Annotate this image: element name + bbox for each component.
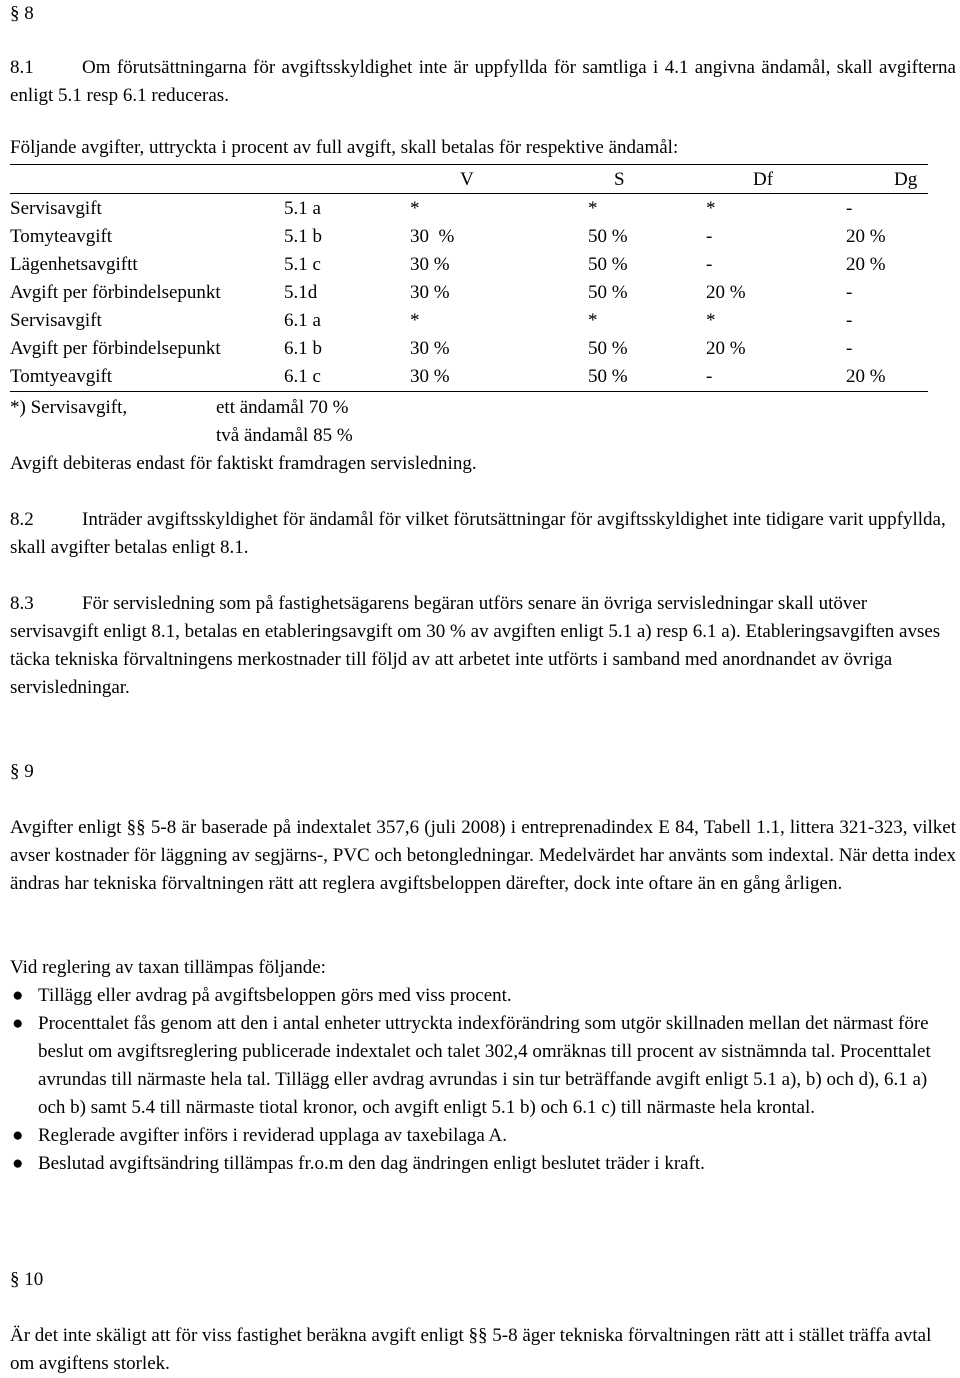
table-cell-df: - bbox=[706, 366, 713, 387]
table-cell-name: Avgift per förbindelsepunkt bbox=[10, 282, 221, 303]
section-9-paragraph-2: Vid reglering av taxan tillämpas följande: bbox=[10, 957, 326, 978]
list-item-text: Procenttalet fås genom att den i antal enheter uttryckta indexförändring som utgör skillnaden mellan det närmast före beslut om avgiftsreglering publicerade indextalet och talet 302,4 omräknas till procent av sistnämnda tal. Procenttalet avrundas till närmaste hela tal. Tillägg eller avdrag avrundas i sin tur beträffande avgift enligt 5.1 a), b) och d), 6.1 a) och b) samt 5.4 till närmaste tiotal kronor, och avgift enligt 5.1 b) och 6.1 c) till närmaste hela krontal. bbox=[38, 1013, 931, 1118]
table-header-s: S bbox=[614, 169, 625, 190]
table-cell-name: Tomtyeavgift bbox=[10, 366, 113, 387]
footnote-line-1: ett ändamål 70 % bbox=[216, 397, 349, 418]
table-cell-ref: 5.1d bbox=[284, 282, 318, 303]
list-item bbox=[10, 1010, 956, 1122]
list-item bbox=[10, 1122, 956, 1150]
list-item-text: Beslutad avgiftsändring tillämpas fr.o.m den dag ändringen enligt beslutet träder i kraft. bbox=[38, 1153, 705, 1174]
paragraph-8-3-text: För servisledning som på fastighetsägarens begäran utförs senare än övriga servisledningar skall utöver servisavgift enligt 8.1, betalas en etableringsavgift om 30 % av avgiften enligt 5.1 a) resp 6.1 a). Etableringsavgiften avses täcka tekniska förvaltningens merkostnader till följd av att arbetet inte utförts i samband med anordnandet av övriga servisledningar. bbox=[10, 593, 941, 698]
table-cell-dg: - bbox=[846, 198, 853, 219]
table-cell-df: - bbox=[706, 226, 713, 247]
table-cell-dg: - bbox=[846, 282, 853, 303]
table-cell-df: 20 % bbox=[706, 338, 746, 359]
table-cell-df: - bbox=[706, 254, 713, 275]
table-cell-v: 30 % bbox=[410, 338, 450, 359]
table-intro: Följande avgifter, uttryckta i procent av full avgift, skall betalas för respektive ändamål: bbox=[10, 137, 679, 158]
footnote-line-3: Avgift debiteras endast för faktiskt framdragen servisledning. bbox=[10, 453, 477, 474]
table-cell-name: Avgift per förbindelsepunkt bbox=[10, 338, 221, 359]
section-10-paragraph-1: Är det inte skäligt att för viss fastighet beräkna avgift enligt §§ 5-8 äger tekniska förvaltningen rätt att i stället träffa avtal om avgiftens storlek. bbox=[10, 1325, 932, 1374]
bullet-icon: ● bbox=[12, 985, 24, 1006]
table-cell-v: * bbox=[410, 198, 420, 219]
table-cell-v: 30 % bbox=[410, 254, 450, 275]
table-cell-v: 30 % bbox=[410, 226, 455, 247]
section-10-heading: § 10 bbox=[10, 1269, 44, 1290]
table-bottom-rule bbox=[10, 391, 928, 392]
table-cell-ref: 6.1 b bbox=[284, 338, 322, 359]
table-cell-ref: 6.1 c bbox=[284, 366, 321, 387]
paragraph-8-1-text: Om förutsättningarna för avgiftsskyldighet inte är uppfyllda för samtliga i 4.1 angivna ändamål, skall avgifterna enligt 5.1 resp 6.1 reduceras. bbox=[10, 57, 956, 106]
table-cell-name: Tomyteavgift bbox=[10, 226, 113, 247]
table-cell-dg: - bbox=[846, 338, 853, 359]
section-9-bullet-list bbox=[10, 982, 956, 1178]
table-cell-v: * bbox=[410, 310, 420, 331]
paragraph-8-3 bbox=[10, 590, 956, 702]
list-item bbox=[10, 982, 956, 1010]
list-item bbox=[10, 1150, 956, 1178]
paragraph-8-3-number: 8.3 bbox=[10, 593, 34, 614]
table-cell-v: 30 % bbox=[410, 366, 450, 387]
bullet-icon: ● bbox=[12, 1013, 24, 1034]
table-cell-name: Lägenhetsavgiftt bbox=[10, 254, 138, 275]
paragraph-8-1-number: 8.1 bbox=[10, 57, 34, 78]
table-cell-v: 30 % bbox=[410, 282, 450, 303]
table-cell-ref: 6.1 a bbox=[284, 310, 321, 331]
table-header-v: V bbox=[460, 169, 474, 190]
table-cell-dg: - bbox=[846, 310, 853, 331]
paragraph-8-2-text: Inträder avgiftsskyldighet för ändamål för vilket förutsättningar för avgiftsskyldighet inte tidigare varit uppfyllda, skall avgifter betalas enligt 8.1. bbox=[10, 509, 946, 558]
footnote-label: *) Servisavgift, bbox=[10, 397, 128, 418]
table-cell-df: 20 % bbox=[706, 282, 746, 303]
footnote-line-2: två ändamål 85 % bbox=[216, 425, 353, 446]
table-header-df: Df bbox=[753, 169, 774, 190]
table-cell-ref: 5.1 c bbox=[284, 254, 321, 275]
list-item-text: Reglerade avgifter införs i reviderad upplaga av taxebilaga A. bbox=[38, 1125, 507, 1146]
table-cell-df: * bbox=[706, 310, 716, 331]
table-cell-dg: 20 % bbox=[846, 226, 886, 247]
table-header-dg: Dg bbox=[894, 169, 918, 190]
section-9-paragraph-1: Avgifter enligt §§ 5-8 är baserade på indextalet 357,6 (juli 2008) i entreprenadindex E 84, Tabell 1.1, littera 321-323, vilket avser kostnader för läggning av segjärns-, PVC och betongledningar. Medelvärdet har använts som indextal. När detta index ändras har tekniska förvaltningen rätt att reglera avgiftsbeloppen därefter, dock inte oftare än en gång årligen. bbox=[10, 817, 956, 894]
table-cell-dg: 20 % bbox=[846, 366, 886, 387]
table-cell-s: 50 % bbox=[588, 338, 628, 359]
table-cell-s: 50 % bbox=[588, 254, 628, 275]
table-cell-name: Servisavgift bbox=[10, 310, 102, 331]
list-item-text: Tillägg eller avdrag på avgiftsbeloppen görs med viss procent. bbox=[38, 985, 512, 1006]
table-cell-s: 50 % bbox=[588, 226, 628, 247]
table-cell-df: * bbox=[706, 198, 716, 219]
table-cell-s: * bbox=[588, 198, 598, 219]
table-cell-ref: 5.1 a bbox=[284, 198, 321, 219]
paragraph-8-2-number: 8.2 bbox=[10, 509, 34, 530]
table-cell-s: * bbox=[588, 310, 598, 331]
section-8-heading: § 8 bbox=[10, 3, 34, 24]
paragraph-8-2 bbox=[10, 506, 956, 562]
paragraph-8-1 bbox=[10, 54, 956, 110]
table-top-rule bbox=[10, 164, 928, 165]
table-cell-dg: 20 % bbox=[846, 254, 886, 275]
bullet-icon: ● bbox=[12, 1153, 24, 1174]
table-cell-s: 50 % bbox=[588, 366, 628, 387]
section-9-heading: § 9 bbox=[10, 761, 34, 782]
table-cell-name: Servisavgift bbox=[10, 198, 102, 219]
table-cell-ref: 5.1 b bbox=[284, 226, 322, 247]
table-header-rule bbox=[10, 193, 928, 194]
table-cell-s: 50 % bbox=[588, 282, 628, 303]
bullet-icon: ● bbox=[12, 1125, 24, 1146]
